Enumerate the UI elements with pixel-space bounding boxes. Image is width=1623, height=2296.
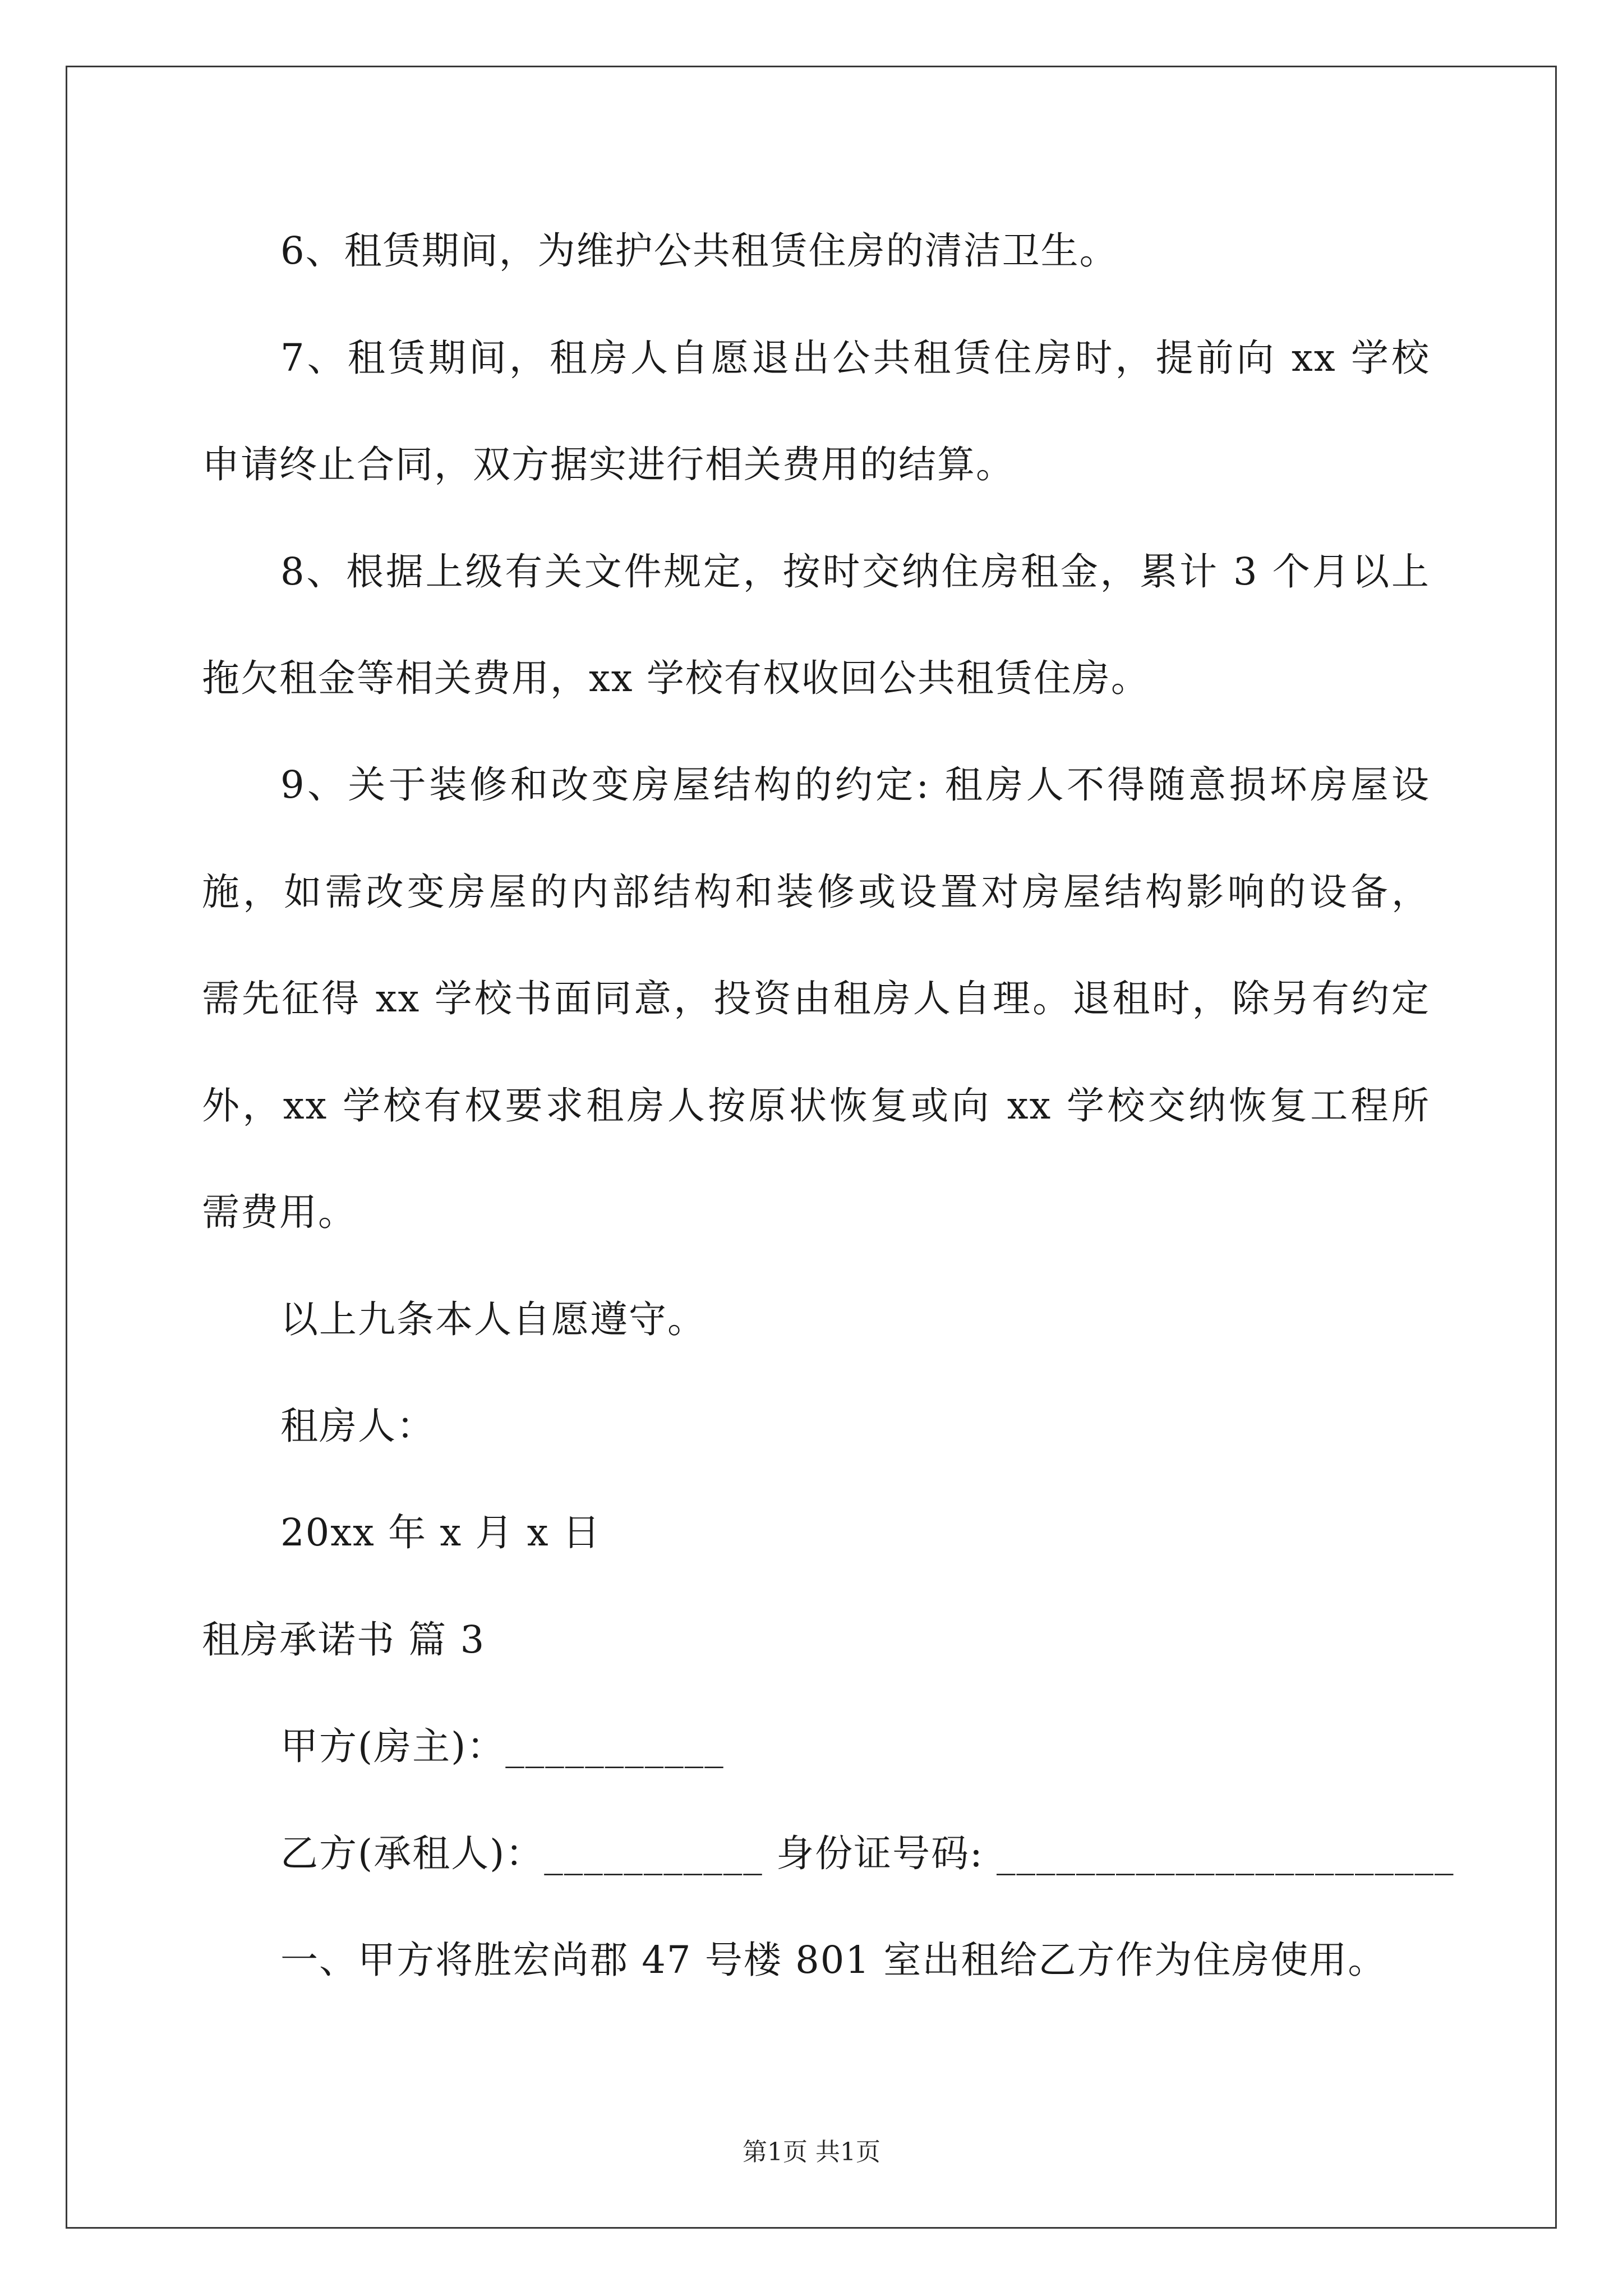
paragraph-line: 申请终止合同，双方据实进行相关费用的结算。 [202, 443, 1015, 486]
paragraph-line: 7、租赁期间，租房人自愿退出公共租赁住房时，提前向 xx 学校 [280, 336, 1430, 380]
paragraph-line: 需费用。 [202, 1190, 357, 1234]
paragraph-line: 拖欠租金等相关费用，xx 学校有权收回公共租赁住房。 [202, 656, 1150, 700]
paragraph-line: 6、租赁期间，为维护公共租赁住房的清洁卫生。 [280, 229, 1118, 273]
paragraph-line: 以上九条本人自愿遵守。 [280, 1297, 706, 1341]
paragraph-line: 施，如需改变房屋的内部结构和装修或设置对房屋结构影响的设备， [202, 870, 1430, 914]
party-a-line: 甲方(房主)：___________ [280, 1724, 725, 1768]
party-b-line: 乙方(承租人)：___________ 身份证号码: _______________________ [280, 1832, 1455, 1875]
page-frame [66, 66, 1557, 2229]
page-footer: 第1页 共1页 [743, 2138, 880, 2166]
paragraph-line: 需先征得 xx 学校书面同意，投资由租房人自理。退租时，除另有约定 [202, 977, 1430, 1020]
signature-label: 租房人： [280, 1404, 435, 1448]
paragraph-line: 9、关于装修和改变房屋结构的约定: 租房人不得随意损坏房屋设 [280, 763, 1430, 807]
paragraph-line: 外，xx 学校有权要求租房人按原状恢复或向 xx 学校交纳恢复工程所 [202, 1084, 1430, 1128]
paragraph-line: 一、甲方将胜宏尚郡 47 号楼 801 室出租给乙方作为住房使用。 [280, 1938, 1387, 1982]
date-line: 20xx 年 x 月 x 日 [280, 1511, 601, 1554]
paragraph-line: 8、根据上级有关文件规定，按时交纳住房租金，累计 3 个月以上 [280, 550, 1430, 593]
section-heading: 租房承诺书 篇 3 [202, 1618, 486, 1662]
